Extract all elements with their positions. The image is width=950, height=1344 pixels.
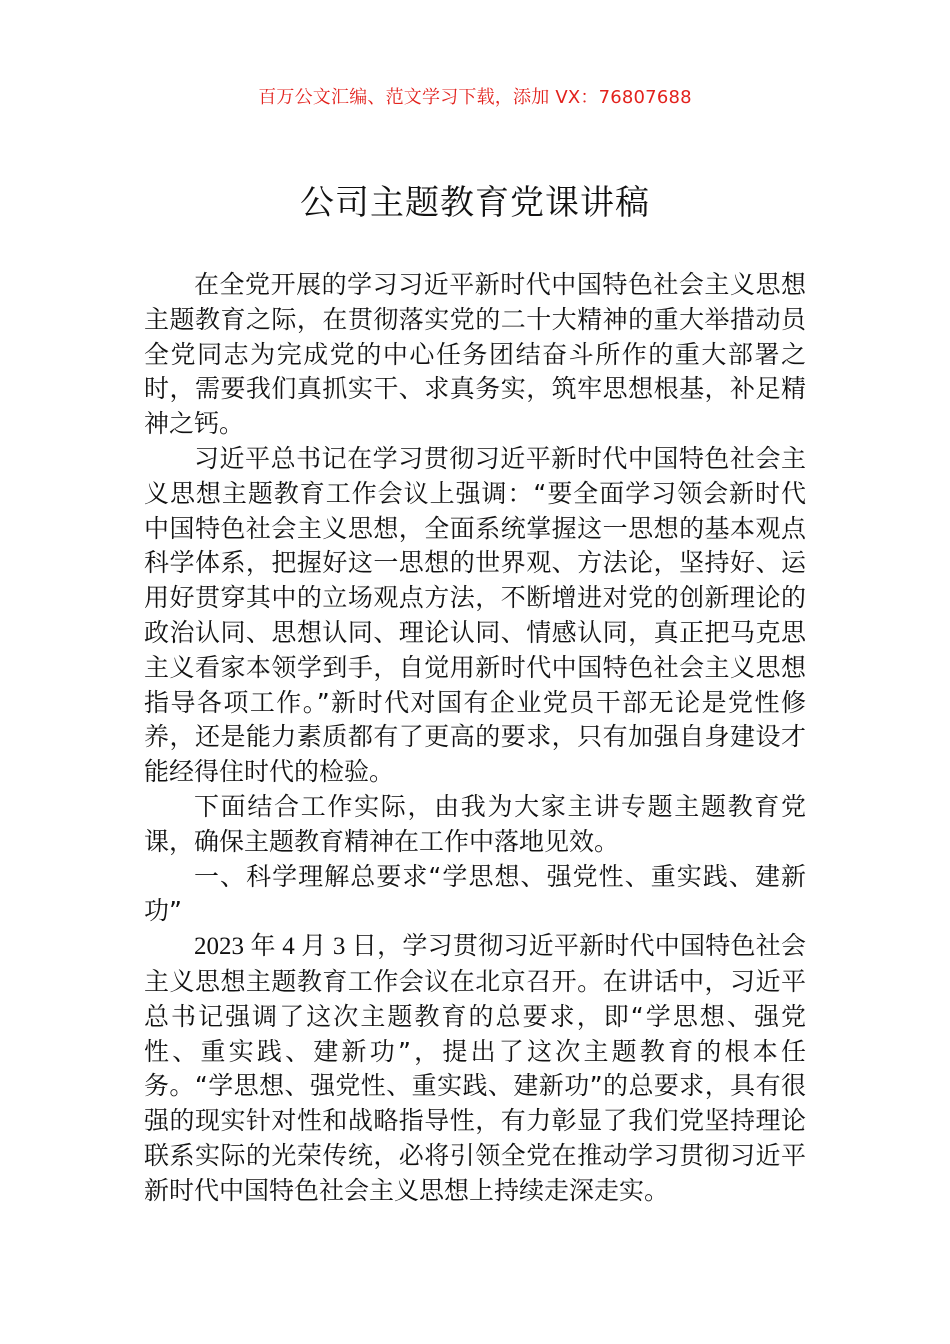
paragraph-quote: 习近平总书记在学习贯彻习近平新时代中国特色社会主义思想主题教育工作会议上强调：“要全面学习领会新时代中国特色社会主义思想，全面系统掌握这一思想的基本观点科学体系，把握好这一思想的世界观、方法论，坚持好、运用好贯穿其中的立场观点方法，不断增进对党的创新理论的政治认同、思想认同、理论认同、情感认同，真正把马克思主义看家本领学到手，自觉用新时代中国特色社会主义思想指导各项工作。”新时代对国有企业党员干部无论是党性修养，还是能力素质都有了更高的要求，只有加强自身建设才能经得住时代的检验。 <box>144 443 806 787</box>
paragraph-intro: 在全党开展的学习习近平新时代中国特色社会主义思想主题教育之际，在贯彻落实党的二十大精神的重大举措动员全党同志为完成党的中心任务团结奋斗所作的重大部署之时，需要我们真抓实干、求真务实，筑牢思想根基，补足精神之钙。 <box>144 270 806 439</box>
section-heading: 一、科学理解总要求“学思想、强党性、重实践、建新功” <box>144 861 806 926</box>
document-body <box>144 268 806 1209</box>
paragraph-transition: 下面结合工作实际，由我为大家主讲专题主题教育党课，确保主题教育精神在工作中落地见效。 <box>144 791 806 856</box>
meeting-date: 2023 年 4 月 3 日 <box>194 933 378 961</box>
header-note: 百万公文汇编、范文学习下载，添加 VX：76807688 <box>258 87 692 108</box>
document-title: 公司主题教育党课讲稿 <box>300 183 650 223</box>
paragraph-section-one-text: ，学习贯彻习近平新时代中国特色社会主义思想主题教育工作会议在北京召开。在讲话中，习近平总书记强调了这次主题教育的总要求，即“学思想、强党性、重实践、建新功”，提出了这次主题教育的根本任务。“学思想、强党性、重实践、建新功”的总要求，具有很强的现实针对性和战略指导性，有力彰显了我们党坚持理论联系实际的光荣传统，必将引领全党在推动学习贯彻习近平新时代中国特色社会主义思想上持续走深走实。 <box>144 931 806 1205</box>
paragraph-section-one <box>144 929 806 1208</box>
